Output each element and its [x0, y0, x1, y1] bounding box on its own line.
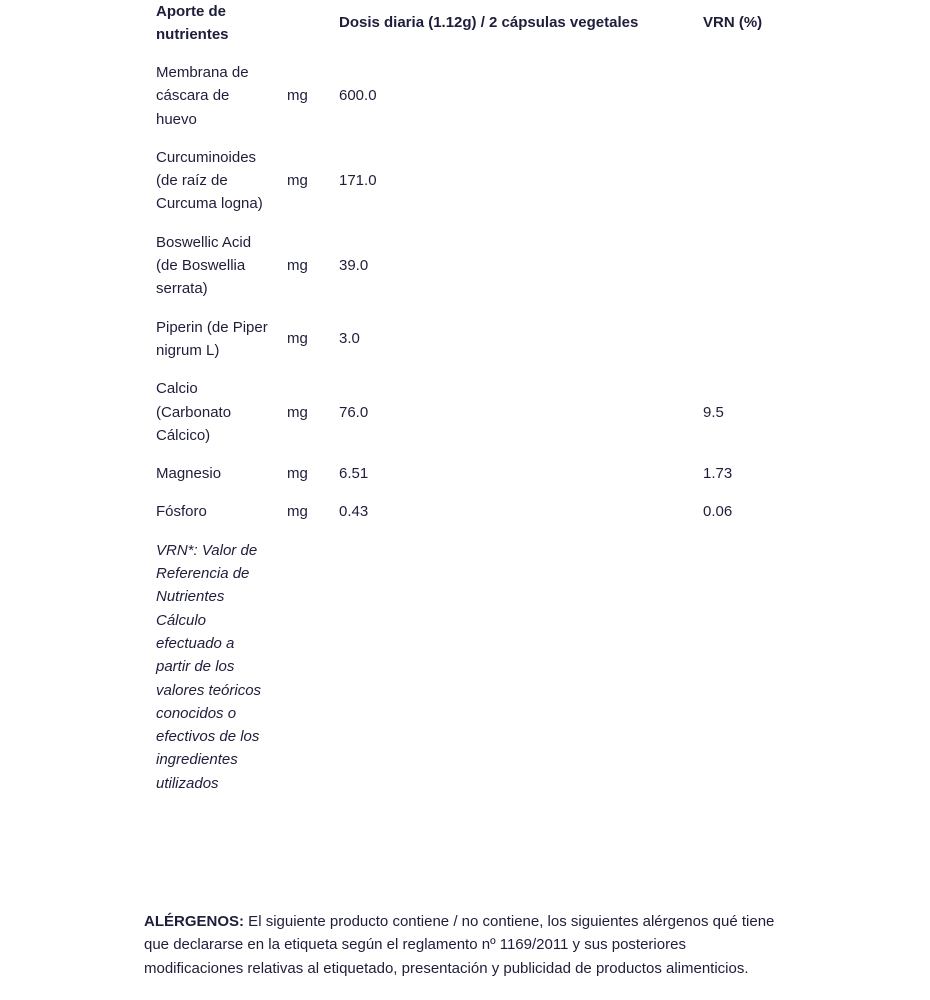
nutrient-name: Magnesio — [156, 465, 222, 483]
nutrient-vrn: 1.73 — [703, 465, 733, 483]
table-row — [156, 377, 796, 447]
table-row — [156, 231, 796, 301]
table-row — [156, 316, 796, 363]
nutrient-name: Boswellic Acid (de Boswellia serrata) — [156, 233, 252, 298]
nutrient-unit: mg — [287, 330, 308, 348]
nutrient-unit: mg — [287, 403, 308, 421]
nutrient-unit: mg — [287, 257, 308, 275]
nutrition-table — [156, 0, 796, 795]
nutrient-unit: mg — [287, 465, 308, 483]
nutrient-name: Piperin (de Piper nigrum L) — [156, 318, 268, 359]
nutrient-dose: 0.43 — [339, 503, 369, 521]
nutrient-dose: 76.0 — [339, 403, 369, 421]
table-row — [156, 500, 796, 523]
nutrient-unit: mg — [287, 87, 308, 105]
nutrient-dose: 171.0 — [339, 172, 377, 190]
nutrient-vrn: 0.06 — [703, 503, 733, 521]
table-row — [156, 146, 796, 216]
header-dose: Dosis diaria (1.12g) / 2 cápsulas vegetales — [339, 14, 639, 32]
allergens-paragraph — [144, 910, 784, 980]
nutrient-dose: 600.0 — [339, 87, 377, 105]
vrn-footnote: VRN*: Valor de Referencia de Nutrientes Cálculo efectuado a partir de los valores teóricos conocidos o efectivos de los ingredientes utilizados — [156, 541, 262, 792]
allergens-text: El siguiente producto contiene / no contiene, los siguientes alérgenos qué tiene que declararse en la etiqueta según el reglamento nº 1169/2011 y sus posteriores modificaciones relativas al etiquetado, presentación y publicidad de productos alimenticios. — [144, 913, 775, 977]
nutrient-name: Fósforo — [156, 503, 207, 521]
nutrient-dose: 39.0 — [339, 257, 369, 275]
allergens-label: ALÉRGENOS: — [144, 913, 245, 930]
table-header-row — [156, 0, 796, 46]
nutrient-name: Membrana de cáscara de huevo — [156, 64, 249, 128]
table-row — [156, 61, 796, 131]
nutrient-name: Curcuminoides (de raíz de Curcuma logna) — [156, 148, 263, 213]
nutrient-dose: 3.0 — [339, 330, 360, 348]
header-vrn: VRN (%) — [703, 14, 763, 32]
table-row — [156, 462, 796, 485]
nutrient-vrn: 9.5 — [703, 403, 724, 421]
nutrient-name: Calcio (Carbonato Cálcico) — [156, 380, 232, 444]
header-nutrients: Aporte de nutrientes — [156, 2, 229, 43]
nutrient-unit: mg — [287, 503, 308, 521]
nutrient-dose: 6.51 — [339, 465, 369, 483]
nutrient-unit: mg — [287, 172, 308, 190]
